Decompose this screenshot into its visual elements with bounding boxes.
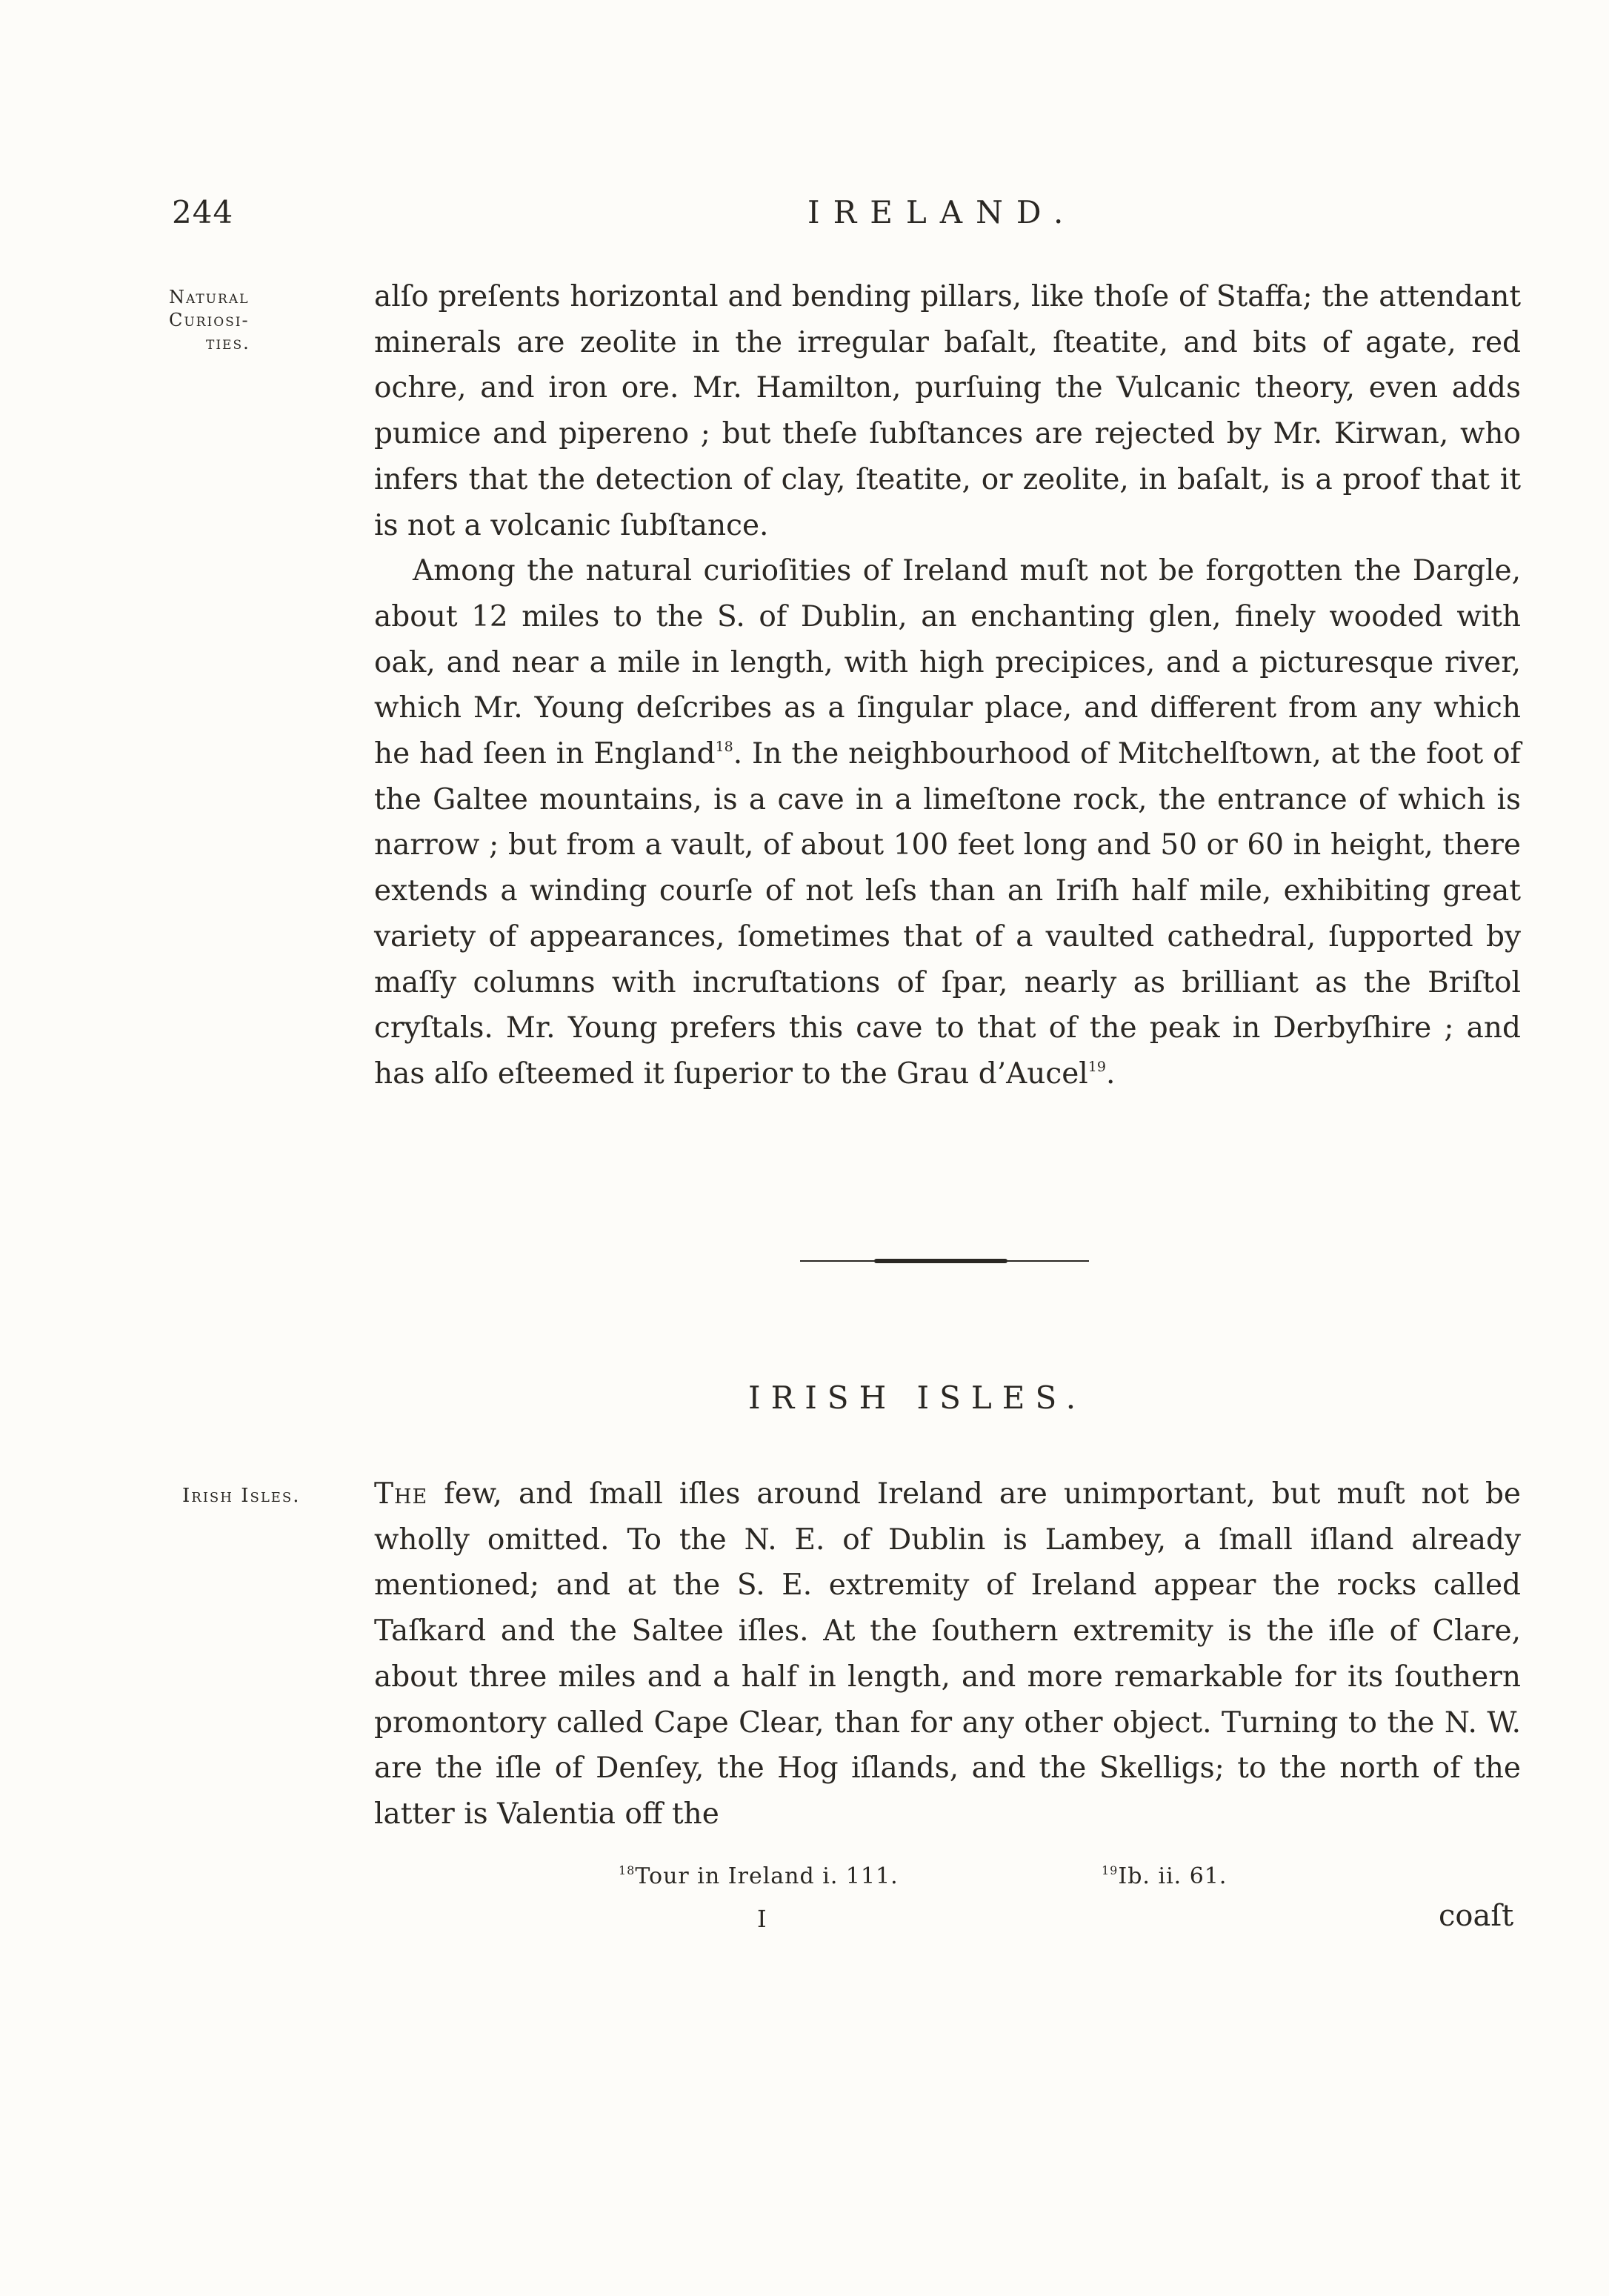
footnote-mark: 19	[1102, 1863, 1119, 1877]
catchword: coaſt	[1439, 1899, 1514, 1933]
footnote-reference: 19	[1087, 1058, 1106, 1075]
paragraph-text: .	[1105, 1057, 1116, 1091]
footnote-text: Tour in Ireland i. 111.	[635, 1863, 899, 1889]
margin-note-line: Curiosi-	[169, 310, 250, 330]
margin-note-line: ties.	[206, 333, 250, 353]
page-number: 244	[172, 194, 234, 230]
footnote-18	[619, 1863, 899, 1889]
paragraph-text: . In the neighbourhood of Mitchelſtown, at the foot of the Galtee mountains, is a cave in a limeſtone rock, the entrance of which is narrow ; but from a vault, of about 100 feet long and 50 or 60 in height, there extends a winding courſe of not leſs than an Iriſh half mile, exhibiting great variety of appearances, ſometimes that of a vaulted cathedral, ſupported by maſſy columns with incruſtations of ſpar, nearly as brilliant as the Briſtol cryſtals. Mr. Young prefers this cave to that of the peak in Derbyſhire ; and has alſo eſteemed it ſuperior to the Grau d’Aucel	[374, 737, 1521, 1091]
section-lead-word: The	[374, 1477, 428, 1511]
paragraph-text: few, and ſmall iſles around Ireland are unimportant, but muſt not be wholly omitted. To the N. E. of Dublin is Lambey, a ſmall iſland already mentioned; and at the S. E. extremity of Ireland appear the rocks called Taſkard and the Saltee iſles. At the ſouthern extremity is the iſle of Clare, about three miles and a half in length, and more remarkable for its ſouthern promontory called Cape Clear, than for any other object. Turning to the N. W. are the iſle of Denſey, the Hog iſlands, and the Skelligs; to the north of the latter is Valentia off the	[374, 1477, 1521, 1831]
footnote-text: Ib. ii. 61.	[1118, 1863, 1227, 1889]
signature-mark: I	[757, 1905, 767, 1933]
body-paragraph: alſo preſents horizontal and bending pillars, like thoſe of Staffa; the attendant minerals are zeolite in the irregular baſalt, ſteatite, and bits of agate, red ochre, and iron ore. Mr. Hamilton, purſuing the Vulcanic theory, even adds pumice and pipereno ; but theſe ſubſtances are rejected by Mr. Kirwan, who infers that the detection of clay, ſteatite, or zeolite, in baſalt, is a proof that it is not a volcanic ſubſtance.	[374, 280, 1521, 542]
section-paragraph	[374, 1471, 1521, 1837]
paragraph-text: Among the natural curioſities of Ireland muſt not be forgotten the Dargle, about 12 miles to the S. of Dublin, an enchanting glen, finely wooded with oak, and near a mile in length, with high precipices, and a picturesque river, which Mr. Young deſcribes as a ſingular place, and different from any which he had ſeen in England	[374, 554, 1521, 771]
margin-note-natural-curiosities	[169, 286, 347, 355]
margin-note-line: Natural	[169, 287, 250, 307]
body-text-block	[374, 274, 1521, 1097]
running-head: IRELAND.	[807, 194, 1077, 230]
section-text-block	[374, 1471, 1521, 1837]
footnote-reference: 18	[715, 739, 733, 756]
footnote-19	[1102, 1863, 1227, 1889]
section-title: IRISH ISLES.	[748, 1380, 1087, 1416]
rule-thick-line	[874, 1259, 1007, 1263]
footnote-mark: 18	[619, 1863, 636, 1877]
ornamental-rule	[800, 1260, 1089, 1262]
margin-note-irish-isles: Irish Isles.	[182, 1485, 301, 1507]
body-paragraph	[374, 548, 1521, 1097]
